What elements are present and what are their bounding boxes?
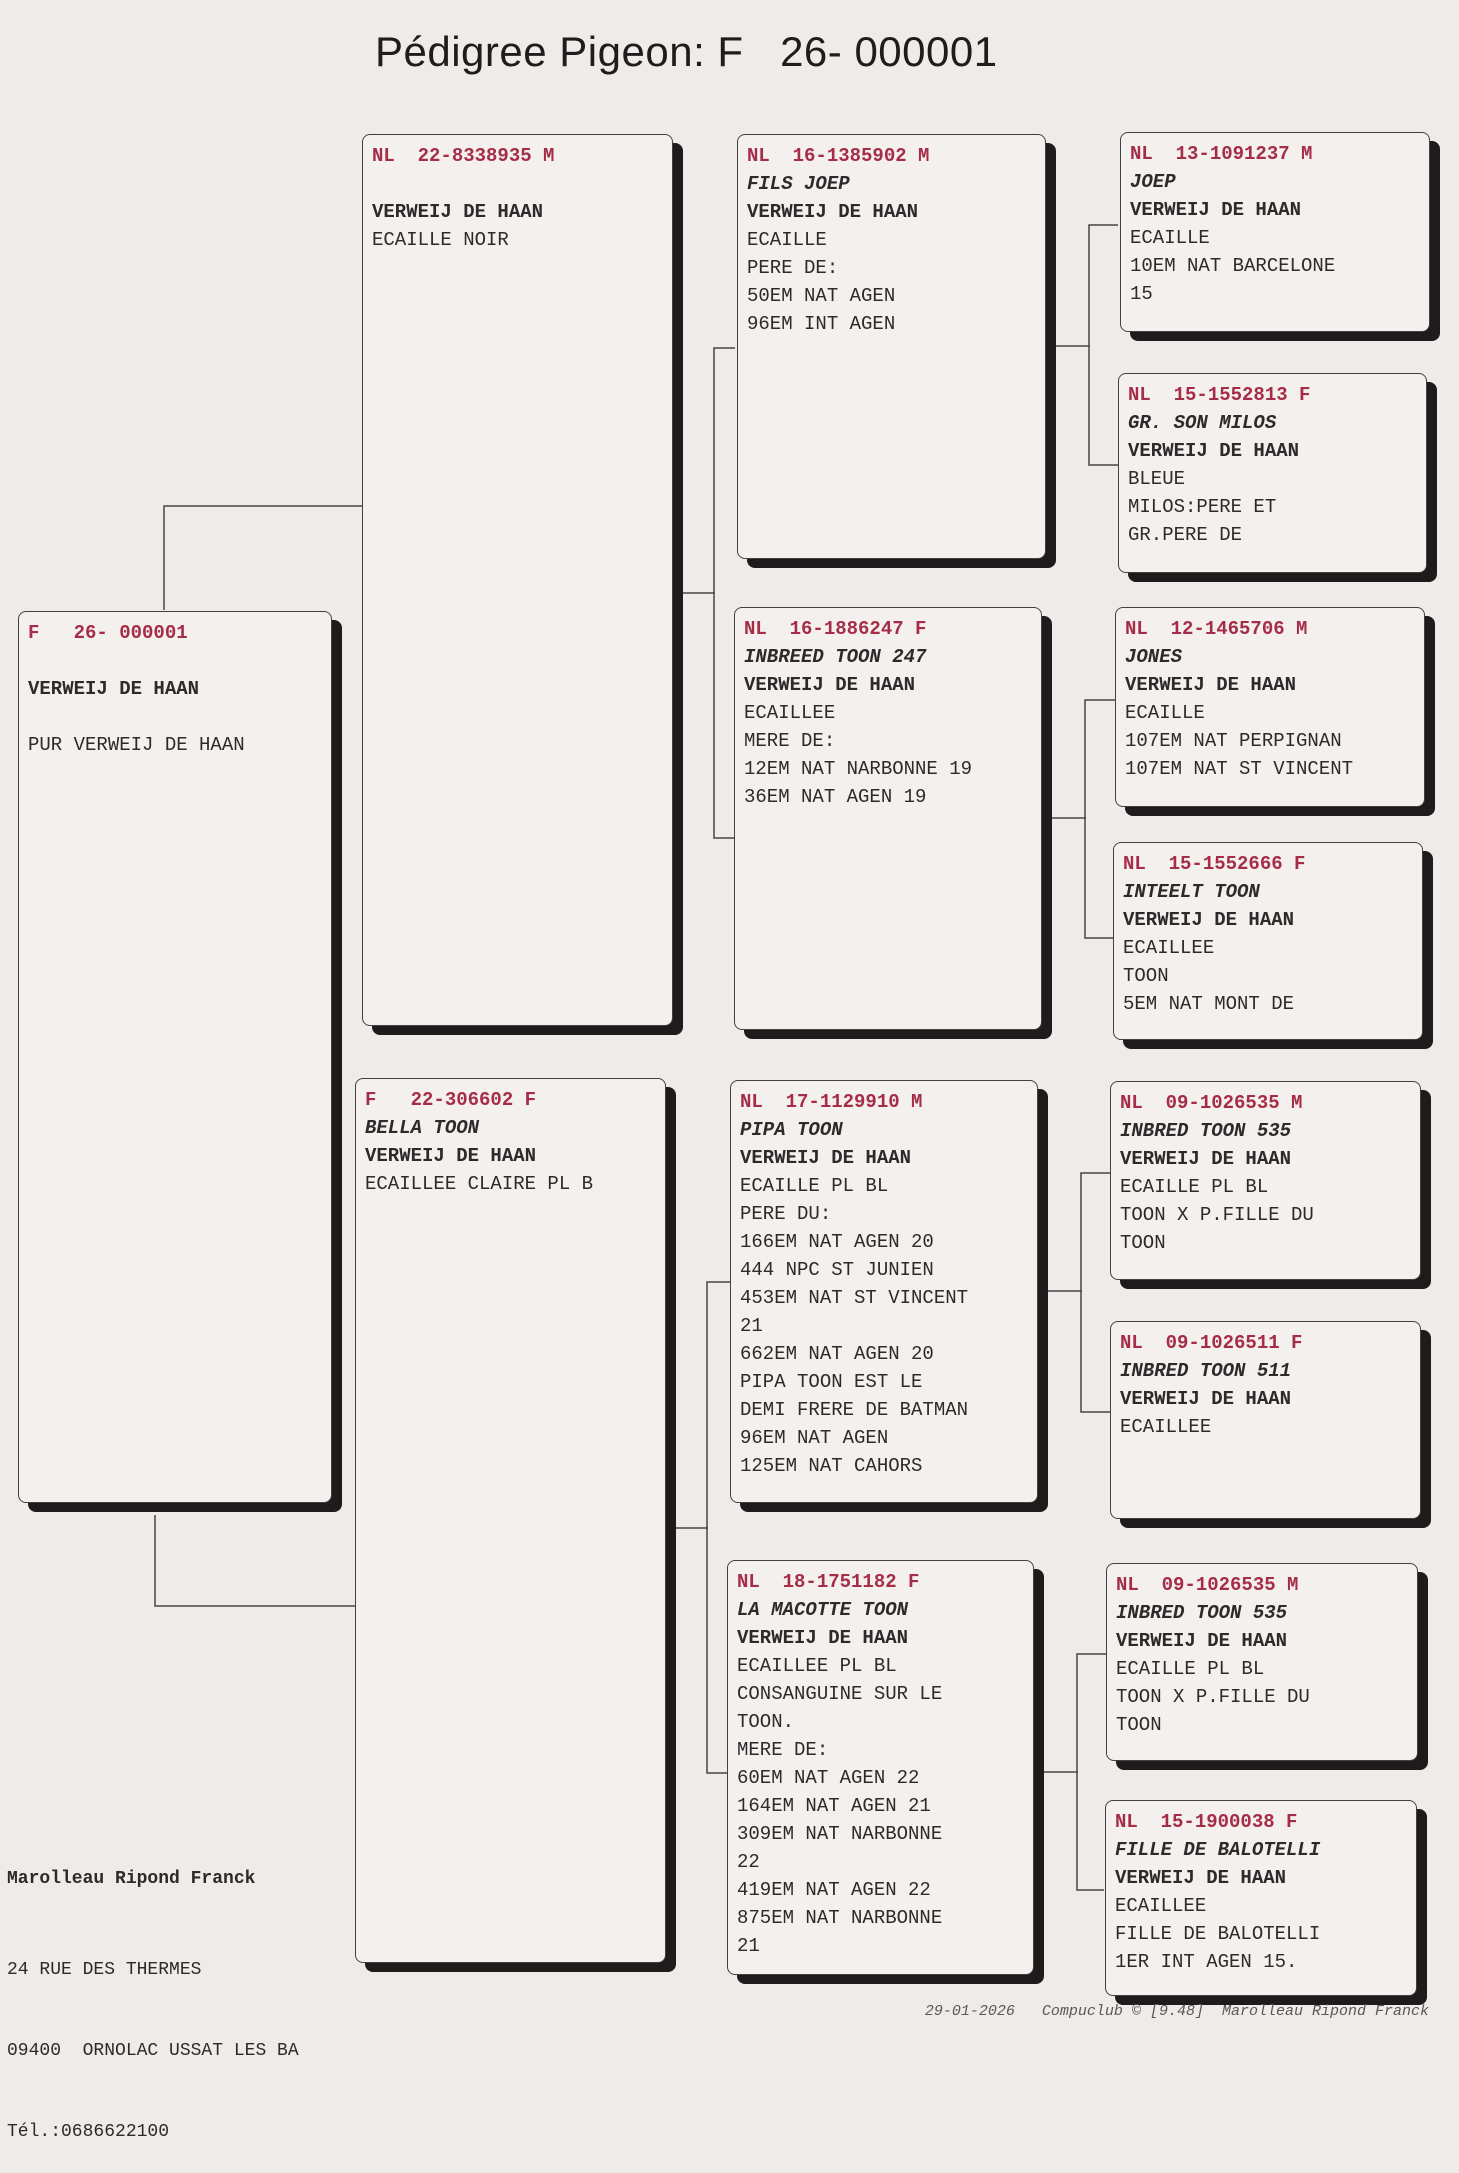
note-line: PUR VERWEIJ DE HAAN	[28, 734, 245, 756]
pigeon-name: GR. SON MILOS	[1128, 412, 1277, 434]
pigeon-name: INBRED TOON 535	[1116, 1602, 1288, 1624]
breeder: VERWEIJ DE HAAN	[1120, 1388, 1292, 1410]
pigeon-name: INBRED TOON 511	[1120, 1360, 1292, 1382]
note-line: PERE DU:	[740, 1203, 832, 1225]
pigeon-name: FILS JOEP	[747, 173, 850, 195]
note-line: ECAILLEE CLAIRE PL B	[365, 1173, 594, 1195]
ring-number: NL 16-1385902 M	[747, 145, 930, 167]
pedigree-card-sire-sire[interactable]	[737, 134, 1046, 559]
connector-subject-sire	[164, 506, 365, 610]
breeder: VERWEIJ DE HAAN	[1120, 1148, 1292, 1170]
note-line: TOON X P.FILLE DU	[1120, 1204, 1314, 1226]
note-line: TOON.	[737, 1711, 795, 1733]
ring-number: NL 15-1552666 F	[1123, 853, 1306, 875]
pigeon-name: JONES	[1125, 646, 1183, 668]
breeder: VERWEIJ DE HAAN	[28, 678, 200, 700]
pedigree-card-dam-dam[interactable]	[727, 1560, 1034, 1975]
ring-number: F 26- 000001	[28, 622, 188, 644]
breeder: VERWEIJ DE HAAN	[1130, 199, 1302, 221]
note-line: PIPA TOON EST LE	[740, 1371, 923, 1393]
ring-number: NL 09-1026511 F	[1120, 1332, 1303, 1354]
note-line: 164EM NAT AGEN 21	[737, 1795, 931, 1817]
note-line: GR.PERE DE	[1128, 524, 1243, 546]
breeder: VERWEIJ DE HAAN	[744, 674, 916, 696]
note-line: ECAILLEE	[744, 702, 836, 724]
note-line: ECAILLEE	[1120, 1416, 1212, 1438]
connector-sd-v	[1085, 700, 1115, 938]
note-line: 60EM NAT AGEN 22	[737, 1767, 920, 1789]
note-line: 1ER INT AGEN 15.	[1115, 1951, 1298, 1973]
note-line: DEMI FRERE DE BATMAN	[740, 1399, 969, 1421]
ring-number: NL 15-1900038 F	[1115, 1811, 1298, 1833]
note-line: 662EM NAT AGEN 20	[740, 1343, 934, 1365]
note-line: 107EM NAT PERPIGNAN	[1125, 730, 1342, 752]
pigeon-name: JOEP	[1130, 171, 1176, 193]
breeder: VERWEIJ DE HAAN	[747, 201, 919, 223]
pigeon-name: PIPA TOON	[740, 1119, 843, 1141]
pedigree-card-dd-sire[interactable]	[1106, 1563, 1418, 1761]
connector-sire-gp-v	[714, 348, 735, 838]
owner-address: 24 RUE DES THERMES	[7, 1960, 202, 1980]
pigeon-name: INBRED TOON 535	[1120, 1120, 1292, 1142]
note-line: ECAILLEE	[1123, 937, 1215, 959]
connector-subject-dam	[155, 1515, 355, 1606]
note-line: ECAILLEE PL BL	[737, 1655, 897, 1677]
breeder: VERWEIJ DE HAAN	[740, 1147, 912, 1169]
note-line: 444 NPC ST JUNIEN	[740, 1259, 934, 1281]
breeder: VERWEIJ DE HAAN	[1128, 440, 1300, 462]
pigeon-name: INTEELT TOON	[1123, 881, 1260, 903]
connector-dd-v	[1077, 1654, 1106, 1890]
breeder: VERWEIJ DE HAAN	[1115, 1867, 1287, 1889]
ring-number: NL 09-1026535 M	[1116, 1574, 1299, 1596]
ring-number: NL 12-1465706 M	[1125, 618, 1308, 640]
breeder: VERWEIJ DE HAAN	[1116, 1630, 1288, 1652]
pedigree-card-dd-dam[interactable]	[1105, 1800, 1417, 1996]
note-line: 22	[737, 1851, 760, 1873]
note-line: 10EM NAT BARCELONE	[1130, 255, 1336, 277]
note-line: 107EM NAT ST VINCENT	[1125, 758, 1354, 780]
note-line: 96EM INT AGEN	[747, 313, 896, 335]
note-line: BLEUE	[1128, 468, 1186, 490]
ring-number: NL 22-8338935 M	[372, 145, 555, 167]
ring-number: NL 16-1886247 F	[744, 618, 927, 640]
pedigree-card-dam-sire[interactable]	[730, 1080, 1038, 1503]
note-line: ECAILLE PL BL	[1120, 1176, 1269, 1198]
note-line: 125EM NAT CAHORS	[740, 1455, 923, 1477]
owner-phone: Tél.:0686622100	[7, 2122, 170, 2142]
pedigree-card-subject[interactable]	[18, 611, 332, 1503]
note-line: 21	[740, 1315, 763, 1337]
note-line: PERE DE:	[747, 257, 839, 279]
note-line: 309EM NAT NARBONNE	[737, 1823, 943, 1845]
note-line: 12EM NAT NARBONNE 19	[744, 758, 973, 780]
note-line: TOON X P.FILLE DU	[1116, 1686, 1310, 1708]
ring-number: NL 17-1129910 M	[740, 1091, 923, 1113]
breeder: VERWEIJ DE HAAN	[1125, 674, 1297, 696]
pigeon-name: INBREED TOON 247	[744, 646, 927, 668]
ring-number: F 22-306602 F	[365, 1089, 537, 1111]
owner-name: Marolleau Ripond Franck	[7, 1869, 256, 1889]
connector-ss-v	[1089, 225, 1118, 465]
connector-ds-v	[1081, 1173, 1110, 1412]
note-line: MILOS:PERE ET	[1128, 496, 1277, 518]
note-line: ECAILLE NOIR	[372, 229, 509, 251]
note-line: ECAILLE	[747, 229, 827, 251]
note-line: ECAILLE PL BL	[740, 1175, 889, 1197]
note-line: 21	[737, 1935, 760, 1957]
note-line: MERE DE:	[744, 730, 836, 752]
note-line: 15	[1130, 283, 1153, 305]
breeder: VERWEIJ DE HAAN	[1123, 909, 1295, 931]
pedigree-card-sire[interactable]	[362, 134, 673, 1026]
note-line: ECAILLE	[1125, 702, 1205, 724]
pigeon-name: BELLA TOON	[365, 1117, 480, 1139]
pigeon-name: LA MACOTTE TOON	[737, 1599, 909, 1621]
note-line: 36EM NAT AGEN 19	[744, 786, 927, 808]
pedigree-card-sd-sire[interactable]	[1115, 607, 1425, 807]
pedigree-card-ss-dam[interactable]	[1118, 373, 1427, 573]
note-line: 50EM NAT AGEN	[747, 285, 896, 307]
note-line: TOON	[1120, 1232, 1166, 1254]
note-line: 166EM NAT AGEN 20	[740, 1231, 934, 1253]
note-line: TOON	[1123, 965, 1169, 987]
ring-number: NL 13-1091237 M	[1130, 143, 1313, 165]
note-line: ECAILLEE	[1115, 1895, 1207, 1917]
note-line: 96EM NAT AGEN	[740, 1427, 889, 1449]
pigeon-name	[372, 170, 672, 198]
pedigree-card-sire-dam[interactable]	[734, 607, 1042, 1030]
footer-text: 29-01-2026 Compuclub © [9.48] Marolleau Ripond Franck	[924, 2003, 1429, 2020]
ring-number: NL 18-1751182 F	[737, 1571, 920, 1593]
pigeon-name: FILLE DE BALOTELLI	[1115, 1839, 1321, 1861]
note-line: 875EM NAT NARBONNE	[737, 1907, 943, 1929]
note-line: ECAILLE PL BL	[1116, 1658, 1265, 1680]
note-line	[28, 703, 331, 731]
ring-number: NL 15-1552813 F	[1128, 384, 1311, 406]
pedigree-card-ss-sire[interactable]	[1120, 132, 1430, 332]
note-line: 419EM NAT AGEN 22	[737, 1879, 931, 1901]
note-line: TOON	[1116, 1714, 1162, 1736]
owner-block	[7, 1812, 299, 2173]
breeder: VERWEIJ DE HAAN	[365, 1145, 537, 1167]
owner-city: 09400 ORNOLAC USSAT LES BA	[7, 2041, 299, 2061]
pedigree-card-dam[interactable]	[355, 1078, 666, 1963]
breeder: VERWEIJ DE HAAN	[737, 1627, 909, 1649]
ring-number: NL 09-1026535 M	[1120, 1092, 1303, 1114]
note-line: MERE DE:	[737, 1739, 829, 1761]
breeder: VERWEIJ DE HAAN	[372, 201, 544, 223]
note-line: 5EM NAT MONT DE	[1123, 993, 1295, 1015]
note-line: FILLE DE BALOTELLI	[1115, 1923, 1321, 1945]
pedigree-card-ds-dam[interactable]	[1110, 1321, 1421, 1519]
note-line: 453EM NAT ST VINCENT	[740, 1287, 969, 1309]
note-line: ECAILLE	[1130, 227, 1210, 249]
pigeon-name	[28, 647, 331, 675]
pedigree-card-ds-sire[interactable]	[1110, 1081, 1421, 1280]
note-line: CONSANGUINE SUR LE	[737, 1683, 943, 1705]
page-title: Pédigree Pigeon: F 26- 000001	[375, 28, 998, 75]
pedigree-card-sd-dam[interactable]	[1113, 842, 1423, 1040]
